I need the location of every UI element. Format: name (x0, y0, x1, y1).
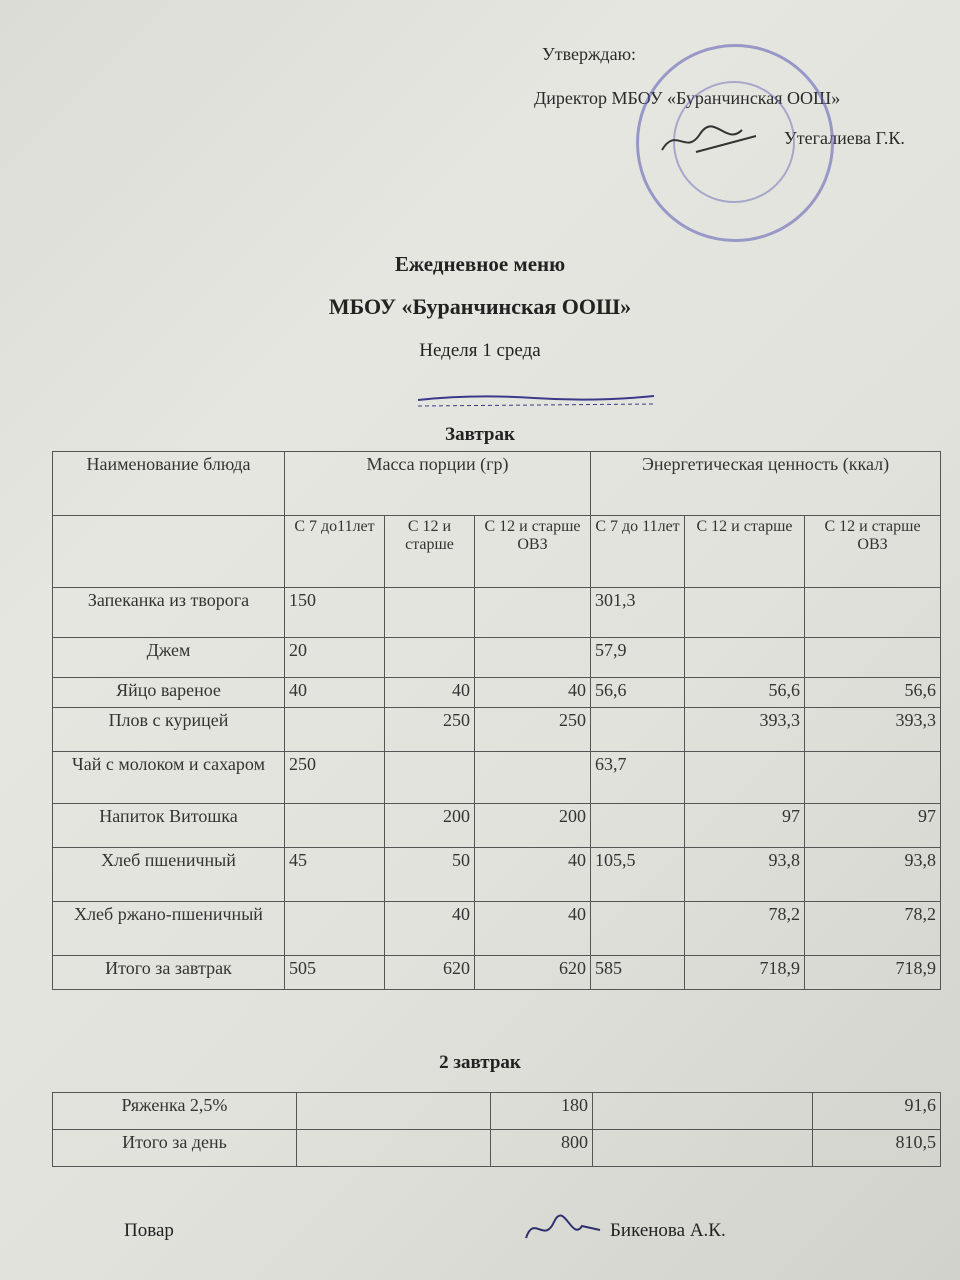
mass-12-ovz (475, 588, 591, 638)
school-name: МБОУ «Буранчинская ООШ» (328, 294, 632, 319)
table-row (53, 752, 941, 804)
energy-7-11 (591, 708, 685, 752)
energy-7-11 (591, 902, 685, 956)
energy-value: 810,5 (813, 1130, 941, 1167)
dish-name: Чай с молоком и сахаром (53, 752, 285, 804)
meal-second-heading: 2 завтрак (439, 1052, 521, 1073)
energy-value: 91,6 (813, 1093, 941, 1130)
mass-12-ovz: 40 (475, 902, 591, 956)
table-row (53, 902, 941, 956)
page-title: Ежедневное меню (394, 252, 566, 276)
header-mass: Масса порции (гр) (285, 452, 591, 516)
energy-7-11: 585 (591, 956, 685, 990)
dish-name: Итого за день (53, 1130, 297, 1167)
mass-7-11 (285, 804, 385, 848)
energy-12-ovz (805, 752, 941, 804)
subheader-cell: С 12 и старше (385, 516, 475, 588)
cook-label: Повар (124, 1220, 174, 1241)
mass-12: 40 (385, 902, 475, 956)
dish-name: Джем (53, 638, 285, 678)
energy-12-ovz: 56,6 (805, 678, 941, 708)
empty-cell (297, 1130, 491, 1167)
header-energy: Энергетическая ценность (ккал) (591, 452, 941, 516)
table-row (53, 848, 941, 902)
mass-12 (385, 638, 475, 678)
menu-table (52, 451, 941, 990)
second-breakfast-table (52, 1092, 941, 1167)
dish-name: Плов с курицей (53, 708, 285, 752)
mass-7-11: 150 (285, 588, 385, 638)
energy-12: 718,9 (685, 956, 805, 990)
week-day: Неделя 1 среда (419, 340, 541, 361)
subheader-cell: С 7 до 11лет (591, 516, 685, 588)
energy-12: 393,3 (685, 708, 805, 752)
table-row (53, 708, 941, 752)
mass-12-ovz (475, 752, 591, 804)
cook-signature (520, 1208, 610, 1252)
mass-12-ovz: 250 (475, 708, 591, 752)
dish-name: Ряженка 2,5% (53, 1093, 297, 1130)
energy-7-11: 57,9 (591, 638, 685, 678)
mass-12: 620 (385, 956, 475, 990)
table-row (53, 638, 941, 678)
dish-name: Хлеб пшеничный (53, 848, 285, 902)
mass-12-ovz (475, 638, 591, 678)
mass-value: 180 (491, 1093, 593, 1130)
mass-12: 200 (385, 804, 475, 848)
mass-12-ovz: 200 (475, 804, 591, 848)
meal-breakfast-heading: Завтрак (445, 424, 515, 445)
mass-12-ovz: 620 (475, 956, 591, 990)
director-line: Директор МБОУ «Буранчинская ООШ» (534, 88, 841, 108)
empty-cell (593, 1093, 813, 1130)
energy-7-11 (591, 804, 685, 848)
energy-12-ovz: 393,3 (805, 708, 941, 752)
energy-12-ovz: 97 (805, 804, 941, 848)
subheader-cell: С 12 и старше (685, 516, 805, 588)
energy-12: 93,8 (685, 848, 805, 902)
mass-7-11: 250 (285, 752, 385, 804)
energy-7-11: 63,7 (591, 752, 685, 804)
energy-12-ovz (805, 638, 941, 678)
approve-label: Утверждаю: (542, 44, 637, 64)
table-header-row (53, 452, 941, 516)
handwritten-date (414, 380, 660, 410)
director-name: Утегалиева Г.К. (784, 128, 905, 148)
table-row (53, 1130, 941, 1167)
table-row (53, 956, 941, 990)
energy-12 (685, 588, 805, 638)
subheader-empty (53, 516, 285, 588)
table-row (53, 678, 941, 708)
table-row (53, 588, 941, 638)
energy-12 (685, 752, 805, 804)
subheader-cell: С 12 и старше ОВЗ (805, 516, 941, 588)
dish-name: Итого за завтрак (53, 956, 285, 990)
mass-7-11: 45 (285, 848, 385, 902)
mass-12: 250 (385, 708, 475, 752)
table-row (53, 804, 941, 848)
energy-12: 97 (685, 804, 805, 848)
mass-7-11 (285, 708, 385, 752)
empty-cell (297, 1093, 491, 1130)
energy-12-ovz: 93,8 (805, 848, 941, 902)
dish-name: Напиток Витошка (53, 804, 285, 848)
energy-12: 78,2 (685, 902, 805, 956)
dish-name: Запеканка из творога (53, 588, 285, 638)
energy-7-11: 301,3 (591, 588, 685, 638)
energy-12 (685, 638, 805, 678)
table-row (53, 1093, 941, 1130)
energy-12-ovz (805, 588, 941, 638)
energy-7-11: 105,5 (591, 848, 685, 902)
mass-12: 40 (385, 678, 475, 708)
director-signature (656, 116, 766, 166)
mass-12: 50 (385, 848, 475, 902)
cook-name: Бикенова А.К. (610, 1220, 726, 1241)
energy-12-ovz: 718,9 (805, 956, 941, 990)
mass-12-ovz: 40 (475, 678, 591, 708)
dish-name: Яйцо вареное (53, 678, 285, 708)
energy-7-11: 56,6 (591, 678, 685, 708)
mass-7-11: 505 (285, 956, 385, 990)
mass-7-11 (285, 902, 385, 956)
mass-7-11: 40 (285, 678, 385, 708)
mass-12-ovz: 40 (475, 848, 591, 902)
table-subheader-row (53, 516, 941, 588)
dish-name: Хлеб ржано-пшеничный (53, 902, 285, 956)
subheader-cell: С 7 до11лет (285, 516, 385, 588)
header-name: Наименование блюда (53, 452, 285, 516)
mass-12 (385, 752, 475, 804)
mass-12 (385, 588, 475, 638)
subheader-cell: С 12 и старше ОВЗ (475, 516, 591, 588)
mass-7-11: 20 (285, 638, 385, 678)
energy-12-ovz: 78,2 (805, 902, 941, 956)
empty-cell (593, 1130, 813, 1167)
energy-12: 56,6 (685, 678, 805, 708)
mass-value: 800 (491, 1130, 593, 1167)
